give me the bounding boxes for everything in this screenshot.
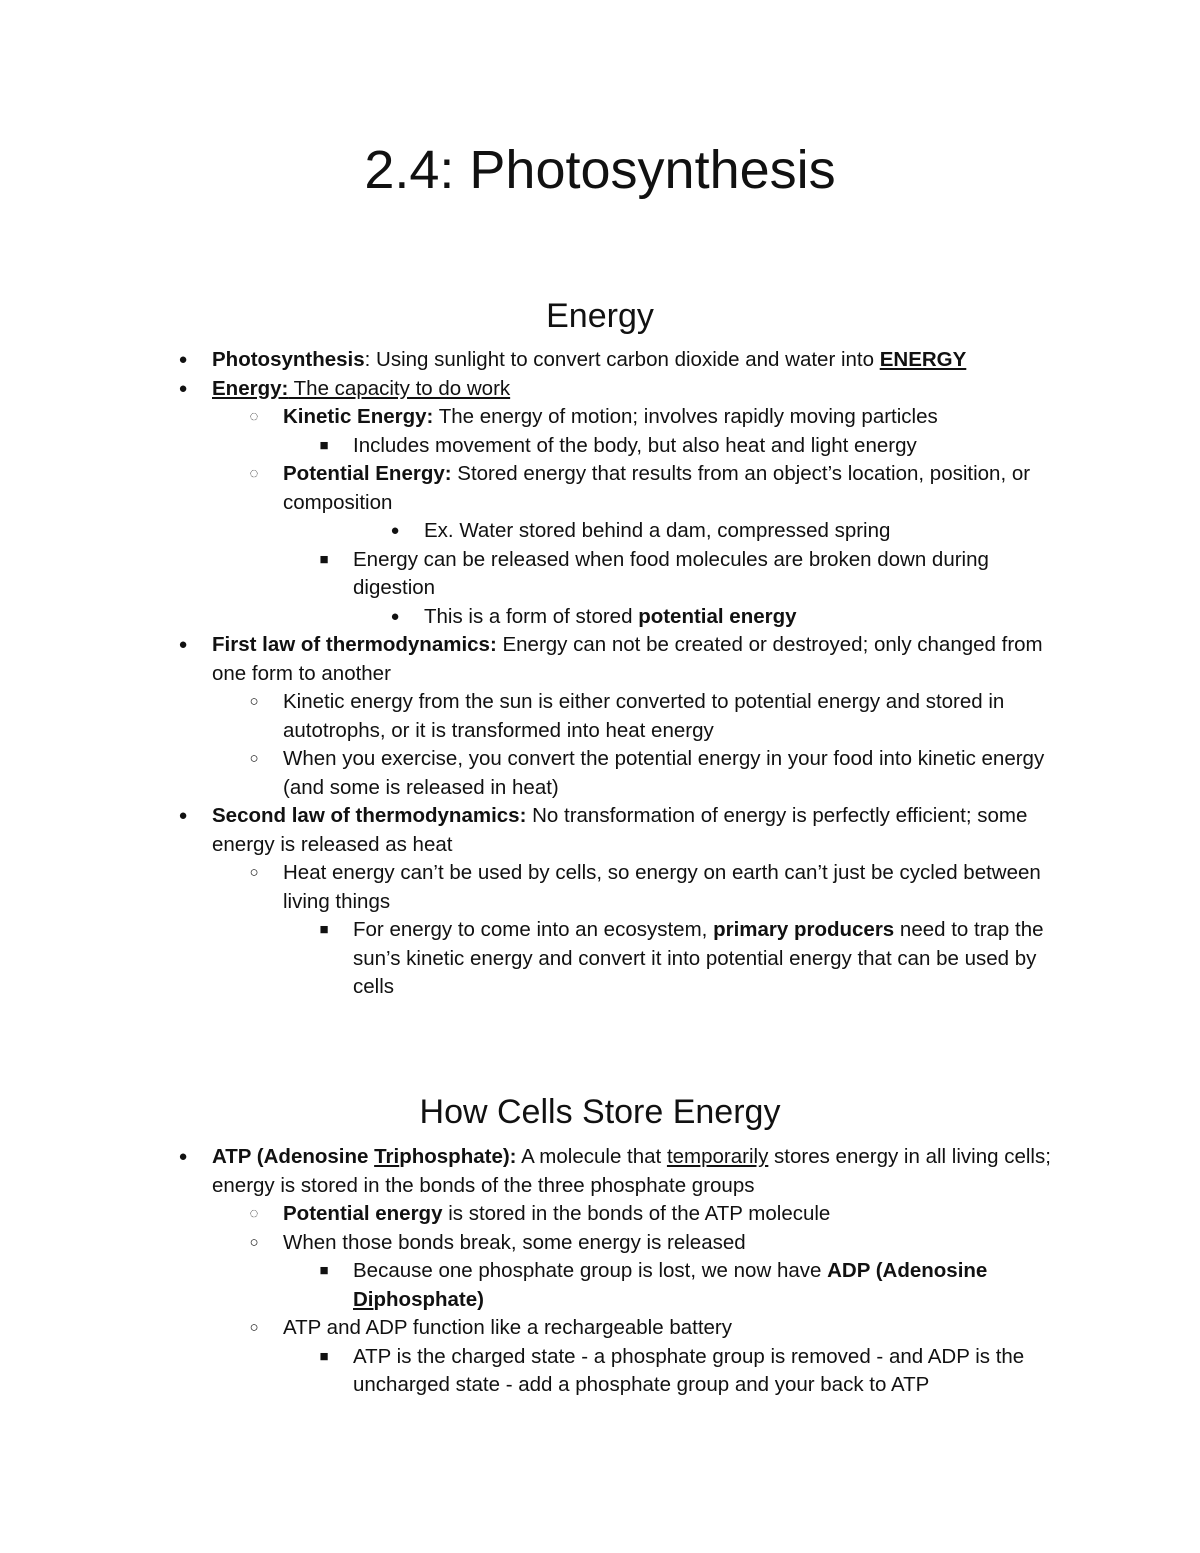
bullet-marker: ■ — [319, 550, 329, 568]
list-item — [0, 688, 1200, 745]
text-segment: Kinetic Energy: — [283, 405, 434, 428]
bullet-marker: ◌ — [249, 408, 259, 425]
text-segment: ATP is the charged state - a phosphate group is removed - and ADP is the uncharged state - add a phosphate group and your back to ATP — [353, 1344, 1025, 1396]
text-segment: : Using sunlight to convert carbon dioxide and water into — [364, 348, 880, 371]
list-item-text — [283, 745, 1053, 802]
list-item — [0, 403, 1200, 432]
section-heading-energy: Energy — [546, 297, 654, 335]
bullet-marker: ○ — [249, 1319, 259, 1336]
list-item-text — [283, 1200, 1053, 1229]
bullet-marker: ● — [178, 379, 188, 397]
list-item-text — [424, 603, 1054, 632]
text-segment: Potential Energy: — [283, 462, 452, 485]
document-title: 2.4: Photosynthesis — [364, 140, 836, 200]
bullet-marker: ○ — [249, 1233, 259, 1251]
text-segment: When those bonds break, some energy is released — [283, 1230, 746, 1254]
list-item-text — [212, 631, 1052, 688]
bullet-marker: ● — [178, 807, 188, 824]
text-segment: need to trap the sun’s kinetic energy and convert it into potential energy that can be used by cells — [353, 918, 1044, 998]
text-segment: primary producers — [713, 918, 895, 941]
text-segment: ATP (Adenosine — [212, 1145, 375, 1168]
text-segment: ADP (Adenosine — [827, 1259, 988, 1282]
text-segment: Ex. Water stored behind a dam, compressed spring — [424, 519, 891, 542]
text-segment: Kinetic energy from the sun is either converted to potential energy and stored in autotrophs, or it is transformed into heat energy — [283, 690, 1005, 742]
bullet-marker: ● — [178, 351, 188, 368]
list-item-text — [283, 1314, 1053, 1343]
text-segment: When you exercise, you convert the potential energy in your food into kinetic energy (and some is released in heat) — [283, 747, 1045, 799]
list-item-text — [212, 1143, 1052, 1200]
text-segment: Potential energy — [283, 1202, 443, 1225]
list-item — [0, 460, 1200, 517]
text-segment: Energy can not be created or destroyed; only changed from one form to another — [212, 633, 1043, 685]
list-item-text — [353, 546, 1053, 603]
atp-bullet-list — [0, 1143, 1200, 1400]
text-segment: This is a form of stored — [424, 604, 639, 628]
text-segment: For energy to come into an ecosystem, — [353, 918, 714, 941]
text-segment: First law of thermodynamics: — [212, 633, 497, 656]
list-item — [0, 1314, 1200, 1343]
bullet-marker: ○ — [249, 864, 259, 881]
text-segment: is stored in the bonds of the ATP molecule — [442, 1202, 831, 1225]
bullet-marker: ■ — [319, 1262, 329, 1279]
list-item — [0, 631, 1200, 688]
section-heading-how-cells-store-energy: How Cells Store Energy — [419, 1093, 781, 1131]
text-segment: stores energy in all living cells; energy is stored in the bonds of the three phosphate groups — [212, 1145, 1051, 1197]
bullet-marker: ● — [390, 522, 400, 539]
list-item-text — [424, 517, 1054, 546]
list-item-text — [212, 346, 1052, 375]
list-item — [0, 859, 1200, 916]
list-item-text — [283, 403, 1053, 432]
text-segment: Because one phosphate group is lost, we now have — [353, 1259, 828, 1282]
bullet-marker: ● — [390, 607, 400, 625]
text-segment: A molecule that — [516, 1145, 667, 1168]
bullet-marker: ◌ — [249, 465, 259, 482]
text-segment: potential energy — [638, 604, 797, 628]
text-segment: The capacity to do work — [288, 376, 511, 400]
bullet-marker: ■ — [319, 436, 329, 454]
list-item — [0, 802, 1200, 859]
text-segment: Stored energy that results from an object’s location, position, or composition — [283, 462, 1031, 514]
list-item-text — [353, 1257, 1053, 1314]
text-segment: Di — [353, 1287, 374, 1311]
bullet-marker: ■ — [319, 921, 329, 938]
list-item — [0, 1343, 1200, 1400]
list-item — [0, 603, 1200, 632]
list-item-text — [283, 688, 1053, 745]
text-segment: Photosynthesis — [212, 348, 365, 371]
text-segment: ENERGY — [879, 348, 967, 371]
text-segment: phosphate): — [399, 1145, 517, 1168]
bullet-marker: ■ — [319, 1347, 329, 1365]
text-segment: Energy: — [212, 376, 289, 400]
list-item-text — [283, 1229, 1053, 1258]
text-segment: phosphate) — [373, 1287, 484, 1311]
text-segment: Tri — [374, 1145, 400, 1168]
list-item-text — [212, 802, 1052, 859]
list-item-text — [353, 432, 1053, 461]
list-item — [0, 375, 1200, 404]
list-item-text — [283, 460, 1053, 517]
text-segment: Heat energy can’t be used by cells, so energy on earth can’t just be cycled between living things — [283, 861, 1041, 913]
list-item-text — [283, 859, 1053, 916]
text-segment: No transformation of energy is perfectly efficient; some energy is released as heat — [212, 804, 1028, 856]
text-segment: ATP and ADP function like a rechargeable battery — [283, 1316, 732, 1339]
list-item — [0, 1229, 1200, 1258]
list-item-text — [353, 916, 1053, 1002]
list-item — [0, 916, 1200, 1002]
list-item — [0, 1257, 1200, 1314]
bullet-marker: ○ — [249, 693, 259, 710]
list-item — [0, 1200, 1200, 1229]
list-item-text — [353, 1343, 1053, 1400]
bullet-marker: ● — [178, 636, 188, 653]
list-item-text — [212, 375, 1052, 404]
list-item — [0, 1143, 1200, 1200]
bullet-marker: ◌ — [249, 1205, 259, 1222]
text-segment: Energy can be released when food molecules are broken down during digestion — [353, 547, 989, 599]
bullet-marker: ● — [178, 1148, 188, 1165]
bullet-marker: ○ — [249, 750, 259, 767]
text-segment: temporarily — [666, 1145, 769, 1168]
text-segment: Second law of thermodynamics: — [212, 804, 527, 827]
list-item — [0, 432, 1200, 461]
energy-bullet-list — [0, 346, 1200, 1002]
text-segment: Includes movement of the body, but also heat and light energy — [353, 433, 917, 457]
list-item — [0, 546, 1200, 603]
text-segment: The energy of motion; involves rapidly moving particles — [433, 405, 938, 428]
list-item — [0, 346, 1200, 375]
list-item — [0, 745, 1200, 802]
list-item — [0, 517, 1200, 546]
